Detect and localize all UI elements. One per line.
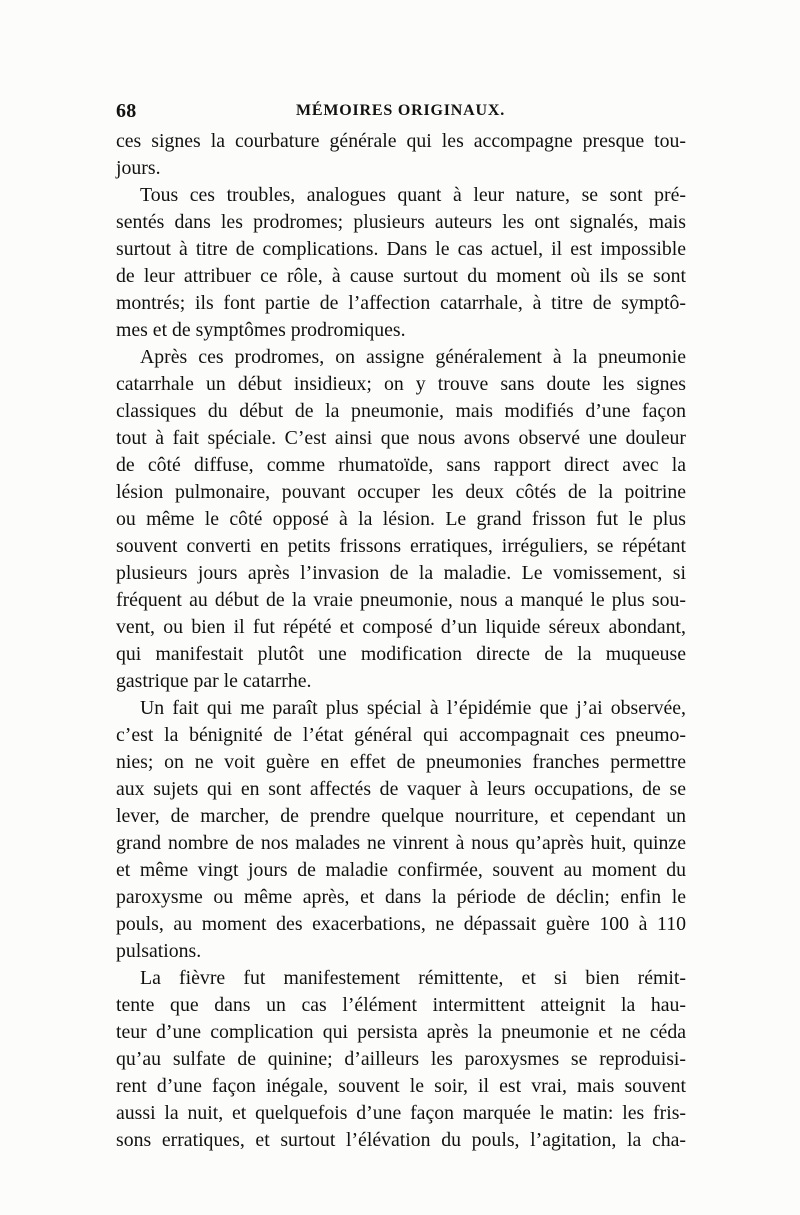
text-line: fréquent au début de la vraie pneumonie, nous a manqué le plus sou- <box>116 589 686 611</box>
text-line: La fièvre fut manifestement rémittente, et si bien rémit- <box>140 967 686 989</box>
text-line: plusieurs jours après l’invasion de la maladie. Le vomissement, si <box>116 562 686 584</box>
text-line: de côté diffuse, comme rhumatoïde, sans rapport direct avec la <box>116 454 686 476</box>
text-line: de leur attribuer ce rôle, à cause surtout du moment où ils se sont <box>116 265 686 287</box>
paragraph <box>116 965 686 1154</box>
text-line: ou même le côté opposé à la lésion. Le grand frisson fut le plus <box>116 508 686 530</box>
text-line: lever, de marcher, de prendre quelque nourriture, et cependant un <box>116 805 686 827</box>
text-line: montrés; ils font partie de l’affection catarrhale, à titre de symptô- <box>116 292 686 314</box>
text-line: surtout à titre de complications. Dans le cas actuel, il est impossible <box>116 238 686 260</box>
paragraph <box>116 695 686 965</box>
text-line: qu’au sulfate de quinine; d’ailleurs les paroxysmes se reproduisi- <box>116 1048 686 1070</box>
text-line: qui manifestait plutôt une modification directe de la muqueuse <box>116 643 686 665</box>
text-line: nies; on ne voit guère en effet de pneumonies franches permettre <box>116 751 686 773</box>
text-line: pulsations. <box>116 940 202 962</box>
text-line: sentés dans les prodromes; plusieurs auteurs les ont signalés, mais <box>116 211 686 233</box>
text-line: jours. <box>116 157 161 179</box>
text-line: aux sujets qui en sont affectés de vaquer à leurs occupations, de se <box>116 778 686 800</box>
paragraph <box>116 344 686 695</box>
page-number: 68 <box>116 100 137 122</box>
text-line: c’est la bénignité de l’état général qui accompagnait ces pneumo- <box>116 724 686 746</box>
paragraph <box>116 182 686 344</box>
text-line: paroxysme ou même après, et dans la période de déclin; enfin le <box>116 886 686 908</box>
text-line: classiques du début de la pneumonie, mais modifiés d’une façon <box>116 400 686 422</box>
running-header <box>116 96 686 126</box>
text-line: rent d’une façon inégale, souvent le soir, il est vrai, mais souvent <box>116 1075 686 1097</box>
text-line: ces signes la courbature générale qui les accompagne presque tou- <box>116 130 686 152</box>
text-line: gastrique par le catarrhe. <box>116 670 312 692</box>
page-body <box>116 128 686 1154</box>
text-line: catarrhale un début insidieux; on y trouve sans doute les signes <box>116 373 686 395</box>
text-line: pouls, au moment des exacerbations, ne dépassait guère 100 à 110 <box>116 913 686 935</box>
text-line: Un fait qui me paraît plus spécial à l’épidémie que j’ai observée, <box>140 697 686 719</box>
text-line: lésion pulmonaire, pouvant occuper les deux côtés de la poitrine <box>116 481 686 503</box>
text-line: grand nombre de nos malades ne vinrent à nous qu’après huit, quinze <box>116 832 686 854</box>
text-line: Tous ces troubles, analogues quant à leur nature, se sont pré- <box>140 184 686 206</box>
paragraph <box>116 128 686 182</box>
text-line: aussi la nuit, et quelquefois d’une façon marquée le matin: les fris- <box>116 1102 686 1124</box>
text-line: vent, ou bien il fut répété et composé d’un liquide séreux abondant, <box>116 616 686 638</box>
text-line: et même vingt jours de maladie confirmée, souvent au moment du <box>116 859 686 881</box>
text-line: tout à fait spéciale. C’est ainsi que nous avons observé une douleur <box>116 427 686 449</box>
text-line: mes et de symptômes prodromiques. <box>116 319 406 341</box>
text-line: teur d’une complication qui persista après la pneumonie et ne céda <box>116 1021 686 1043</box>
text-line: sons erratiques, et surtout l’élévation du pouls, l’agitation, la cha- <box>116 1129 686 1151</box>
text-line: souvent converti en petits frissons erratiques, irréguliers, se répétant <box>116 535 686 557</box>
text-line: Après ces prodromes, on assigne généralement à la pneumonie <box>140 346 686 368</box>
text-line: tente que dans un cas l’élément intermittent atteignit la hau- <box>116 994 686 1016</box>
running-title: MÉMOIRES ORIGINAUX. <box>296 102 505 119</box>
